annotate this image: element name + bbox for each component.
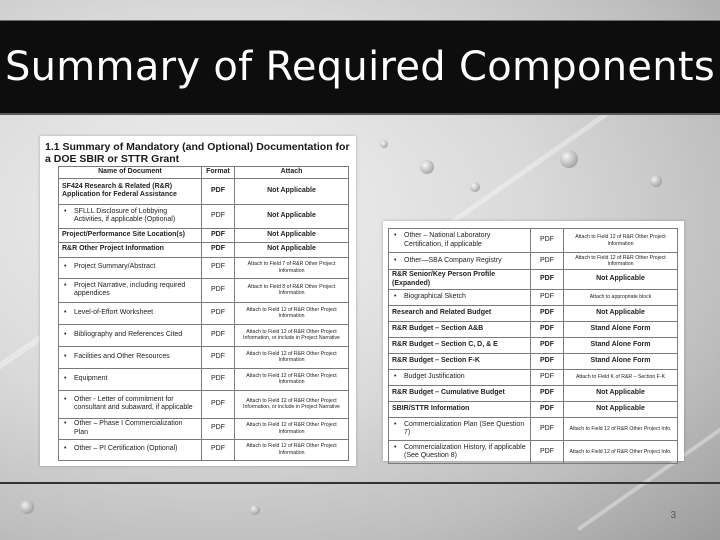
document-name-cell bbox=[59, 324, 202, 346]
bullet-icon: • bbox=[64, 308, 67, 316]
format-cell: PDF bbox=[202, 418, 235, 439]
bullet-icon: • bbox=[64, 330, 67, 338]
document-name: Project Narrative, including required appendices bbox=[74, 281, 186, 297]
document-name: Other – Phase I Commercialization Plan bbox=[74, 420, 183, 436]
format-cell: PDF bbox=[202, 257, 235, 278]
format-cell: PDF bbox=[531, 418, 564, 441]
attach-cell: Attach to Field 12 of R&R Other Project Info. bbox=[564, 418, 678, 441]
header-name: Name of Document bbox=[59, 167, 202, 179]
document-name-cell bbox=[59, 439, 202, 460]
format-cell: PDF bbox=[202, 178, 235, 204]
water-drop bbox=[20, 500, 34, 514]
format-cell: PDF bbox=[202, 228, 235, 242]
water-drop bbox=[420, 160, 434, 174]
bullet-icon: • bbox=[394, 443, 397, 451]
document-name-cell: R&R Budget – Section C, D, & E bbox=[389, 338, 531, 354]
attach-cell: Stand Alone Form bbox=[564, 322, 678, 338]
attach-cell: Attach to Field 12 of R&R Other Project Information bbox=[235, 418, 349, 439]
attach-cell: Attach to Field 7 of R&R Other Project Information bbox=[235, 257, 349, 278]
attach-cell: Stand Alone Form bbox=[564, 338, 678, 354]
format-cell: PDF bbox=[531, 290, 564, 306]
page-number: 3 bbox=[670, 510, 676, 521]
bullet-icon: • bbox=[394, 373, 397, 381]
format-cell: PDF bbox=[531, 386, 564, 402]
document-name-cell bbox=[59, 346, 202, 368]
document-name-cell bbox=[59, 204, 202, 228]
attach-cell: Not Applicable bbox=[564, 270, 678, 290]
document-name-cell: Project/Performance Site Location(s) bbox=[59, 228, 202, 242]
format-cell: PDF bbox=[202, 346, 235, 368]
attach-cell: Not Applicable bbox=[235, 204, 349, 228]
table-row bbox=[389, 253, 678, 270]
attach-cell: Stand Alone Form bbox=[564, 354, 678, 370]
table-row bbox=[389, 386, 678, 402]
attach-cell: Not Applicable bbox=[564, 306, 678, 322]
format-cell: PDF bbox=[202, 439, 235, 460]
attach-cell: Attach to Field 12 of R&R Other Project Information, or include in Project Narrative bbox=[235, 324, 349, 346]
attach-cell: Not Applicable bbox=[235, 178, 349, 204]
water-drop bbox=[470, 182, 480, 192]
bullet-icon: • bbox=[64, 420, 67, 427]
attach-cell: Attach to Field 12 of R&R Other Project Information bbox=[235, 368, 349, 390]
bullet-icon: • bbox=[64, 263, 67, 271]
attach-cell: Attach to Field 12 of R&R Other Project Info. bbox=[564, 441, 678, 464]
table-row bbox=[59, 257, 349, 278]
table-row bbox=[59, 278, 349, 302]
attach-cell: Attach to Field 12 of R&R Other Project Information bbox=[235, 302, 349, 324]
document-name: Level-of-Effort Worksheet bbox=[74, 308, 154, 316]
table-row bbox=[389, 306, 678, 322]
document-name-cell: SBIR/STTR Information bbox=[389, 402, 531, 418]
document-name: Project Summary/Abstract bbox=[74, 263, 156, 271]
slide-title: Summary of Required Components bbox=[4, 44, 716, 90]
table-row bbox=[389, 322, 678, 338]
format-cell: PDF bbox=[531, 306, 564, 322]
document-name-cell bbox=[59, 390, 202, 418]
water-drop bbox=[380, 140, 388, 148]
table-row bbox=[389, 290, 678, 306]
table-row bbox=[59, 390, 349, 418]
attach-cell: Attach to Field 12 of R&R Other Project Information bbox=[235, 439, 349, 460]
table-row bbox=[59, 302, 349, 324]
bullet-icon: • bbox=[64, 352, 67, 360]
document-name: SFLLL Disclosure of Lobbying Activities, if applicable (Optional) bbox=[74, 207, 176, 223]
document-name: Equipment bbox=[74, 374, 108, 382]
table-row bbox=[59, 418, 349, 439]
table-row bbox=[59, 439, 349, 460]
table-row bbox=[389, 402, 678, 418]
document-name-cell: R&R Budget – Section F-K bbox=[389, 354, 531, 370]
document-name-cell bbox=[389, 370, 531, 386]
document-name: Commercialization History, if applicable (See Question 8) bbox=[404, 443, 526, 459]
document-name-cell: SF424 Research & Related (R&R) Application for Federal Assistance bbox=[59, 178, 202, 204]
document-name-cell bbox=[59, 278, 202, 302]
bullet-icon: • bbox=[64, 207, 67, 215]
document-name-cell: R&R Budget – Cumulative Budget bbox=[389, 386, 531, 402]
document-name: Bibliography and References Cited bbox=[74, 330, 183, 338]
header-attach: Attach bbox=[235, 167, 349, 179]
format-cell: PDF bbox=[202, 204, 235, 228]
bullet-icon: • bbox=[64, 395, 67, 403]
format-cell: PDF bbox=[531, 370, 564, 386]
document-name: Other - Letter of commitment for consultant and subaward, if applicable bbox=[74, 395, 193, 411]
document-name-cell bbox=[389, 418, 531, 441]
document-name: Biographical Sketch bbox=[404, 293, 466, 301]
format-cell: PDF bbox=[531, 322, 564, 338]
document-name-cell bbox=[389, 441, 531, 464]
table-header-row bbox=[59, 167, 349, 179]
document-name-cell bbox=[59, 368, 202, 390]
table-row bbox=[59, 324, 349, 346]
document-name-cell bbox=[59, 257, 202, 278]
format-cell: PDF bbox=[531, 338, 564, 354]
format-cell: PDF bbox=[202, 324, 235, 346]
table-row bbox=[389, 441, 678, 464]
table-row bbox=[389, 229, 678, 253]
table-row bbox=[389, 270, 678, 290]
bullet-icon: • bbox=[394, 232, 397, 239]
bullet-icon: • bbox=[394, 293, 397, 301]
header-format: Format bbox=[202, 167, 235, 179]
left-documents-table bbox=[58, 166, 349, 461]
format-cell: PDF bbox=[531, 354, 564, 370]
format-cell: PDF bbox=[202, 278, 235, 302]
right-document-image bbox=[383, 221, 684, 461]
document-name-cell bbox=[59, 418, 202, 439]
document-name: Other – National Laboratory Certification, if applicable bbox=[404, 232, 491, 248]
bullet-icon: • bbox=[64, 374, 67, 382]
attach-cell: Attach to Field 12 of R&R Other Project Information bbox=[564, 229, 678, 253]
document-name-cell: R&R Senior/Key Person Profile (Expanded) bbox=[389, 270, 531, 290]
document-name-cell: R&R Other Project Information bbox=[59, 242, 202, 257]
table-row bbox=[59, 368, 349, 390]
attach-cell: Attach to Field 12 of R&R Other Project Information bbox=[564, 253, 678, 270]
table-row bbox=[59, 346, 349, 368]
footer-divider bbox=[0, 482, 720, 484]
bullet-icon: • bbox=[64, 445, 67, 453]
format-cell: PDF bbox=[202, 390, 235, 418]
left-document-image bbox=[40, 136, 356, 466]
water-drop bbox=[560, 150, 578, 168]
document-name-cell bbox=[389, 229, 531, 253]
attach-cell: Not Applicable bbox=[235, 242, 349, 257]
format-cell: PDF bbox=[531, 270, 564, 290]
document-heading: 1.1 Summary of Mandatory (and Optional) Documentation for a DOE SBIR or STTR Grant bbox=[45, 141, 350, 165]
table-row bbox=[59, 242, 349, 257]
document-name: Budget Justification bbox=[404, 373, 465, 381]
table-row bbox=[59, 204, 349, 228]
attach-cell: Not Applicable bbox=[235, 228, 349, 242]
format-cell: PDF bbox=[202, 302, 235, 324]
document-name-cell bbox=[389, 253, 531, 270]
format-cell: PDF bbox=[531, 402, 564, 418]
format-cell: PDF bbox=[531, 441, 564, 464]
format-cell: PDF bbox=[202, 242, 235, 257]
attach-cell: Attach to appropriate block bbox=[564, 290, 678, 306]
bullet-icon: • bbox=[394, 256, 397, 264]
attach-cell: Attach to Field 12 of R&R Other Project Information, or include in Project Narrative bbox=[235, 390, 349, 418]
right-documents-table bbox=[388, 228, 678, 464]
bullet-icon: • bbox=[64, 281, 67, 289]
attach-cell: Attach to Field K of R&R – Section F-K bbox=[564, 370, 678, 386]
document-name-cell: Research and Related Budget bbox=[389, 306, 531, 322]
water-drop bbox=[650, 175, 662, 187]
title-bar bbox=[0, 20, 720, 115]
attach-cell: Attach to Field 8 of R&R Other Project Information bbox=[235, 278, 349, 302]
table-row bbox=[59, 178, 349, 204]
bullet-icon: • bbox=[394, 420, 397, 428]
water-drop bbox=[250, 505, 260, 515]
attach-cell: Attach to Field 12 of R&R Other Project Information bbox=[235, 346, 349, 368]
attach-cell: Not Applicable bbox=[564, 386, 678, 402]
attach-cell: Not Applicable bbox=[564, 402, 678, 418]
table-row bbox=[389, 338, 678, 354]
document-name-cell: R&R Budget – Section A&B bbox=[389, 322, 531, 338]
format-cell: PDF bbox=[531, 253, 564, 270]
format-cell: PDF bbox=[202, 368, 235, 390]
document-name: Other – PI Certification (Optional) bbox=[74, 445, 178, 453]
document-name: Facilities and Other Resources bbox=[74, 352, 170, 360]
document-name: Commercialization Plan (See Question 7) bbox=[404, 420, 525, 436]
table-row bbox=[389, 418, 678, 441]
document-name: Other—SBA Company Registry bbox=[404, 256, 502, 264]
format-cell: PDF bbox=[531, 229, 564, 253]
table-row bbox=[389, 354, 678, 370]
table-row bbox=[59, 228, 349, 242]
document-name-cell bbox=[59, 302, 202, 324]
table-row bbox=[389, 370, 678, 386]
document-name-cell bbox=[389, 290, 531, 306]
